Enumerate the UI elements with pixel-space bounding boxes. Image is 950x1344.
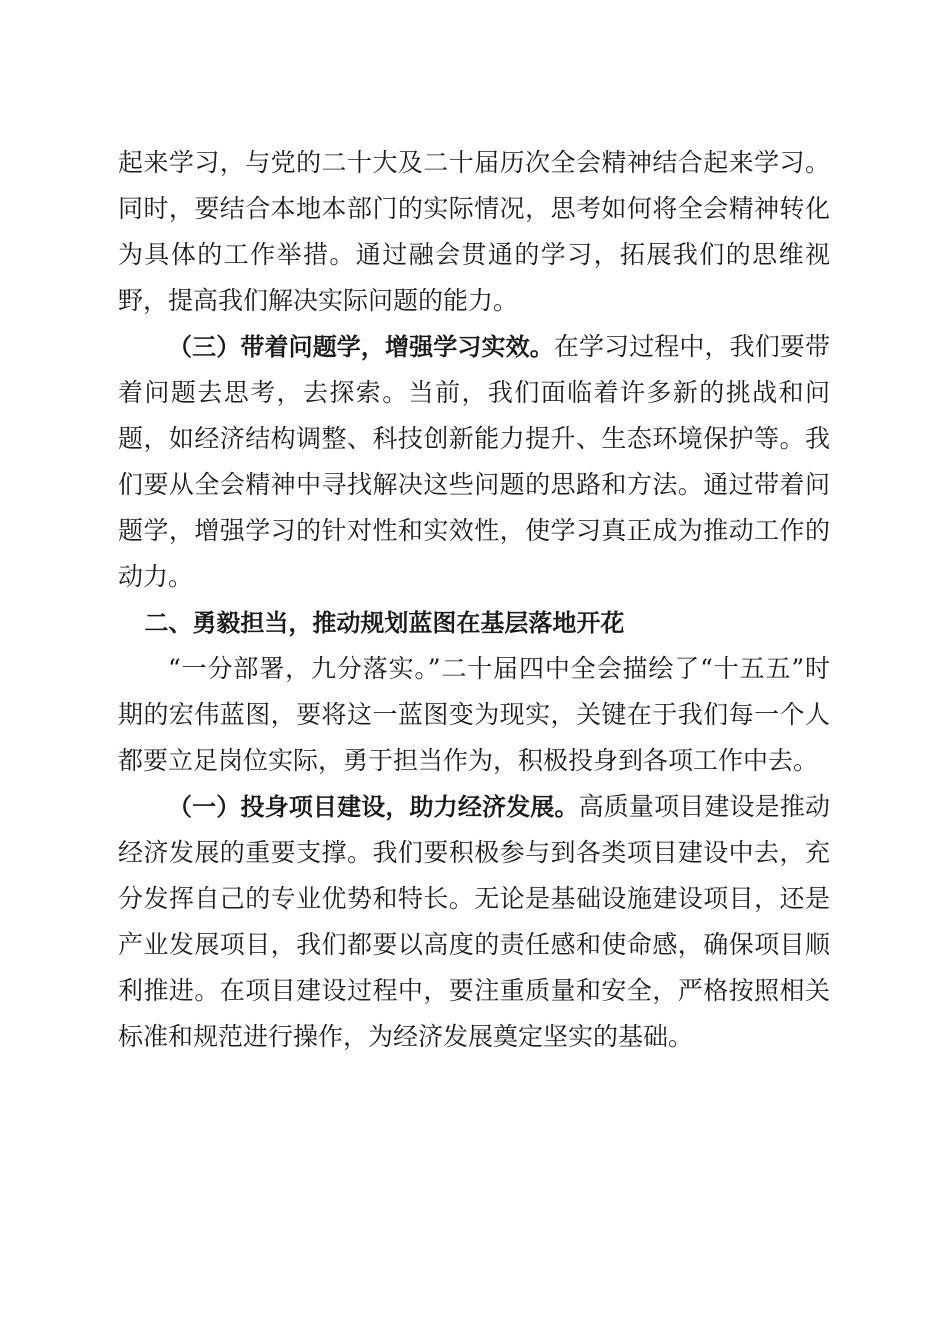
paragraph-4 xyxy=(118,784,830,1060)
paragraph-2-lead: （三）带着问题学，增强学习实效。 xyxy=(168,333,554,361)
document-body xyxy=(118,140,830,1060)
paragraph-4-body: 高质量项目建设是推动经济发展的重要支撑。我们要积极参与到各类项目建设中去，充分发挥自己的专业优势和特长。无论是基础设施建设项目，还是产业发展项目，我们都要以高度的责任感和使命感，确保项目顺利推进。在项目建设过程中，要注重质量和安全，严格按照相关标准和规范进行操作，为经济发展奠定坚实的基础。 xyxy=(118,792,830,1051)
section-heading-2: 二、勇毅担当，推动规划蓝图在基层落地开花 xyxy=(144,609,625,637)
paragraph-3: “一分部署，九分落实。”二十届四中全会描绘了“十五五”时期的宏伟蓝图，要将这一蓝图变为现实，关键在于我们每一个人都要立足岗位实际，勇于担当作为，积极投身到各项工作中去。 xyxy=(118,654,830,775)
paragraph-2 xyxy=(118,324,830,600)
paragraph-2-body: 在学习过程中，我们要带着问题去思考，去探索。当前，我们面临着许多新的挑战和问题，如经济结构调整、科技创新能力提升、生态环境保护等。我们要从全会精神中寻找解决这些问题的思路和方法。通过带着问题学，增强学习的针对性和实效性，使学习真正成为推动工作的动力。 xyxy=(118,332,830,591)
paragraph-1: 起来学习，与党的二十大及二十届历次全会精神结合起来学习。同时，要结合本地本部门的实际情况，思考如何将全会精神转化为具体的工作举措。通过融会贯通的学习，拓展我们的思维视野，提高我们解决实际问题的能力。 xyxy=(118,148,830,315)
paragraph-4-lead: （一）投身项目建设，助力经济发展。 xyxy=(168,793,579,821)
